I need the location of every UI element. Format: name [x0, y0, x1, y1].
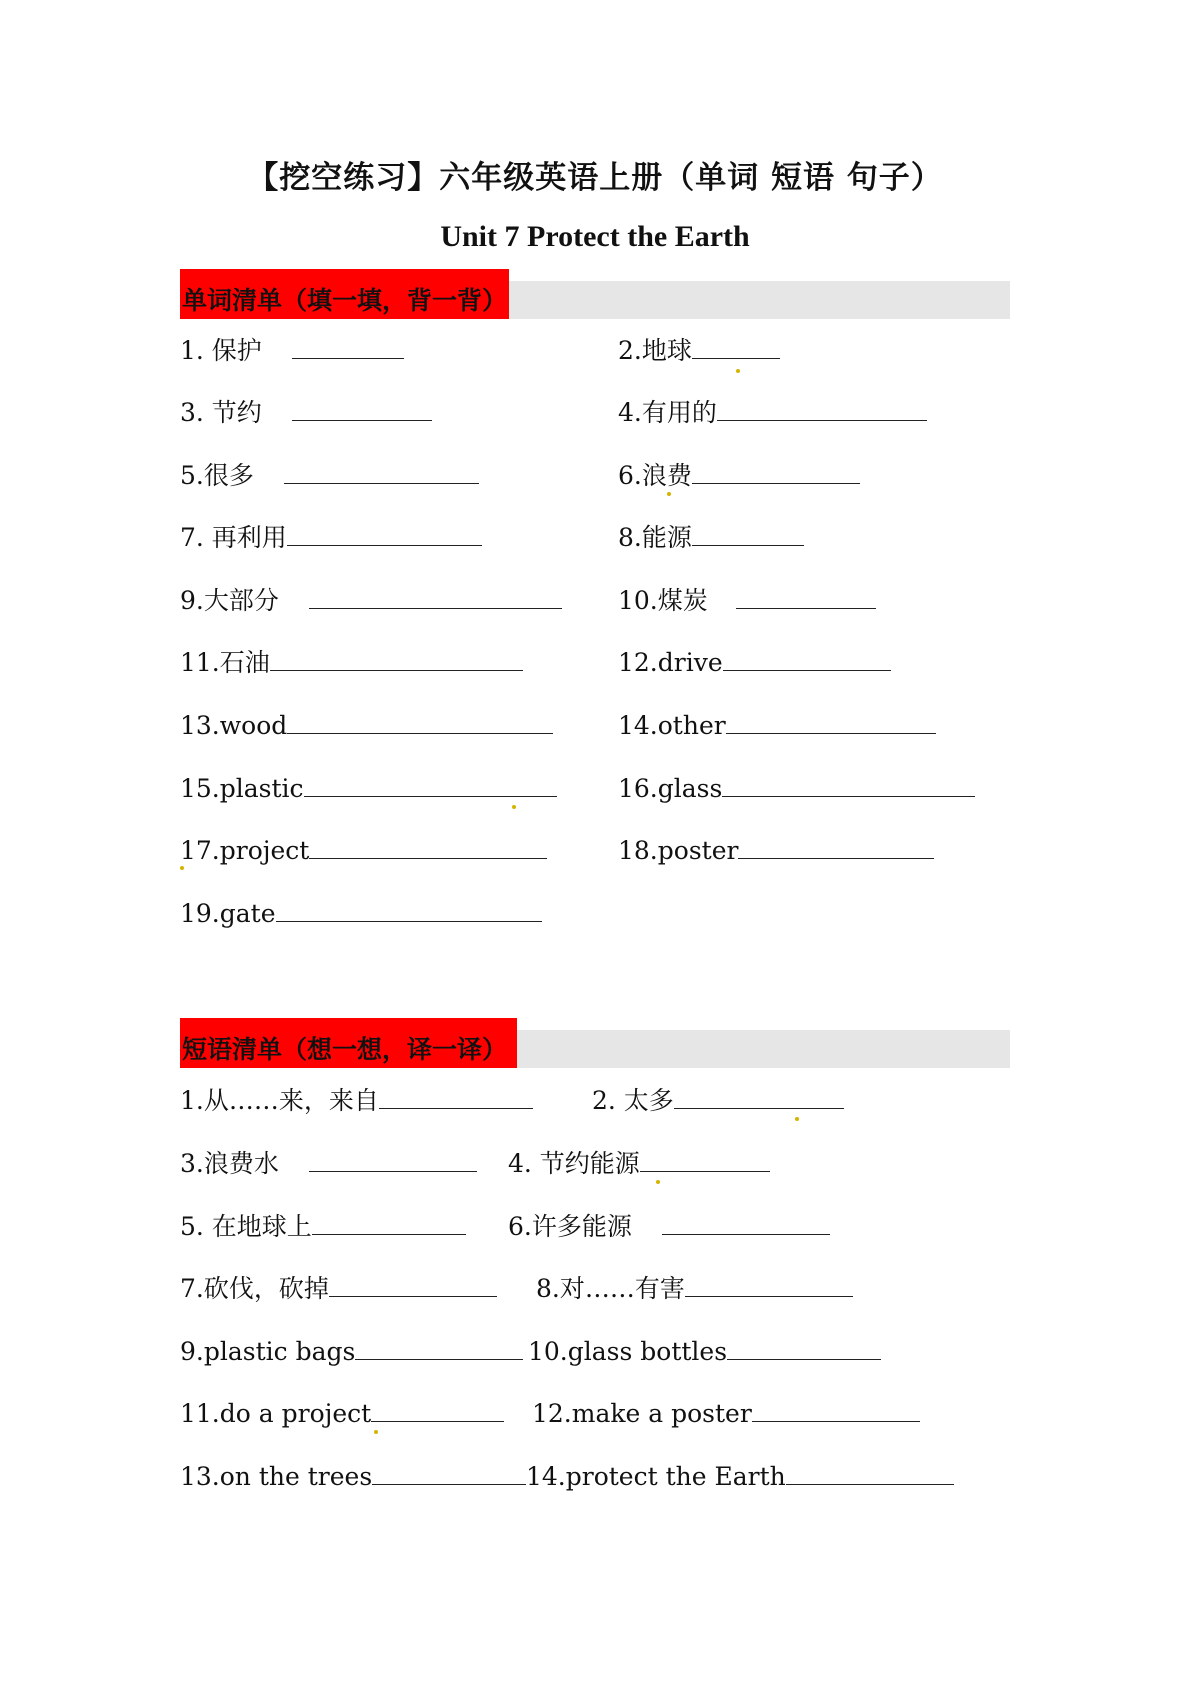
answer-blank[interactable]	[309, 832, 547, 859]
answer-blank[interactable]	[674, 1082, 844, 1109]
phrase-item-label: 1.从……来，来自	[180, 1086, 379, 1115]
word-item	[618, 332, 780, 366]
answer-blank[interactable]	[304, 770, 557, 797]
word-item	[618, 394, 927, 428]
word-item-label: 2.地球	[618, 336, 692, 365]
word-item	[180, 332, 404, 366]
phrase-item	[180, 1270, 497, 1304]
phrase-item-label: 7.砍伐，砍掉	[180, 1274, 329, 1303]
word-item-label: 1. 保护	[180, 336, 262, 365]
answer-blank[interactable]	[309, 582, 562, 609]
phrase-item	[526, 1458, 954, 1492]
answer-blank[interactable]	[717, 394, 927, 421]
speck	[667, 492, 671, 496]
phrase-item	[528, 1333, 881, 1367]
phrases-section-label: 短语清单（想一想，译一译）	[180, 1018, 517, 1068]
speck	[374, 1430, 378, 1434]
answer-blank[interactable]	[292, 394, 432, 421]
word-item-label: 18.poster	[618, 836, 739, 865]
phrase-item-label: 8.对……有害	[536, 1274, 685, 1303]
answer-blank[interactable]	[284, 457, 479, 484]
answer-blank[interactable]	[786, 1458, 954, 1485]
phrase-item	[180, 1208, 466, 1242]
speck	[180, 866, 184, 870]
phrase-item-label: 12.make a poster	[532, 1399, 752, 1428]
phrase-item-label: 11.do a project	[180, 1399, 372, 1428]
word-item-label: 11.石油	[180, 648, 270, 677]
answer-blank[interactable]	[312, 1208, 466, 1235]
word-item	[618, 707, 936, 741]
phrase-item-label: 5. 在地球上	[180, 1212, 312, 1241]
phrase-item-label: 4. 节约能源	[508, 1149, 640, 1178]
phrase-item-label: 2. 太多	[592, 1086, 674, 1115]
phrase-item-label: 10.glass bottles	[528, 1337, 728, 1366]
answer-blank[interactable]	[662, 1208, 830, 1235]
phrase-item-label: 13.on the trees	[180, 1462, 373, 1491]
phrase-item	[592, 1082, 844, 1116]
word-item-label: 5.很多	[180, 461, 254, 490]
word-item	[618, 832, 934, 866]
answer-blank[interactable]	[372, 1458, 526, 1485]
answer-blank[interactable]	[752, 1395, 920, 1422]
phrase-item	[532, 1395, 920, 1429]
phrase-item	[180, 1395, 504, 1429]
word-item	[618, 457, 860, 491]
speck	[512, 805, 516, 809]
word-item-label: 4.有用的	[618, 398, 717, 427]
word-item	[618, 519, 804, 553]
word-item	[180, 519, 482, 553]
phrase-item	[180, 1333, 523, 1367]
page-title: 【挖空练习】六年级英语上册（单词 短语 句子）	[247, 160, 943, 196]
answer-blank[interactable]	[736, 582, 876, 609]
word-item-label: 19.gate	[180, 899, 276, 928]
phrase-item	[536, 1270, 853, 1304]
word-item	[180, 770, 557, 804]
answer-blank[interactable]	[722, 770, 975, 797]
phrase-item	[180, 1082, 533, 1116]
answer-blank[interactable]	[726, 707, 936, 734]
speck	[736, 369, 740, 373]
answer-blank[interactable]	[292, 332, 404, 359]
answer-blank[interactable]	[379, 1082, 533, 1109]
word-item-label: 17.project	[180, 836, 310, 865]
word-item-label: 8.能源	[618, 523, 692, 552]
word-item-label: 6.浪费	[618, 461, 692, 490]
answer-blank[interactable]	[276, 895, 542, 922]
answer-blank[interactable]	[727, 1333, 881, 1360]
word-item-label: 16.glass	[618, 774, 723, 803]
phrase-item-label: 3.浪费水	[180, 1149, 279, 1178]
speck	[656, 1180, 660, 1184]
word-item-label: 9.大部分	[180, 586, 279, 615]
answer-blank[interactable]	[309, 1145, 477, 1172]
word-item	[180, 707, 553, 741]
phrases-section-bar	[180, 1030, 1010, 1068]
answer-blank[interactable]	[287, 707, 553, 734]
word-item-label: 3. 节约	[180, 398, 262, 427]
phrase-item-label: 14.protect the Earth	[526, 1462, 786, 1491]
word-item	[180, 832, 547, 866]
word-item-label: 7. 再利用	[180, 523, 287, 552]
phrase-item-label: 9.plastic bags	[180, 1337, 356, 1366]
answer-blank[interactable]	[692, 457, 860, 484]
phrase-item	[180, 1458, 526, 1492]
answer-blank[interactable]	[287, 519, 482, 546]
word-item	[180, 582, 562, 616]
phrase-item	[508, 1208, 830, 1242]
answer-blank[interactable]	[270, 644, 523, 671]
speck	[795, 1117, 799, 1121]
answer-blank[interactable]	[329, 1270, 497, 1297]
answer-blank[interactable]	[640, 1145, 770, 1172]
answer-blank[interactable]	[355, 1333, 523, 1360]
word-item	[618, 644, 891, 678]
word-item-label: 12.drive	[618, 648, 723, 677]
word-item	[618, 770, 975, 804]
answer-blank[interactable]	[685, 1270, 853, 1297]
answer-blank[interactable]	[692, 519, 804, 546]
word-item-label: 14.other	[618, 711, 726, 740]
words-section-label: 单词清单（填一填，背一背）	[180, 269, 509, 319]
word-item	[618, 582, 876, 616]
answer-blank[interactable]	[692, 332, 780, 359]
word-item	[180, 895, 542, 929]
phrase-item	[180, 1145, 477, 1179]
word-item-label: 13.wood	[180, 711, 288, 740]
unit-title: Unit 7 Protect the Earth	[440, 220, 750, 253]
word-item	[180, 644, 523, 678]
word-item	[180, 457, 479, 491]
answer-blank[interactable]	[371, 1395, 504, 1422]
words-section-bar	[180, 281, 1010, 319]
phrase-item	[508, 1145, 770, 1179]
answer-blank[interactable]	[738, 832, 934, 859]
phrase-item-label: 6.许多能源	[508, 1212, 632, 1241]
word-item-label: 10.煤炭	[618, 586, 708, 615]
answer-blank[interactable]	[723, 644, 891, 671]
word-item-label: 15.plastic	[180, 774, 304, 803]
word-item	[180, 394, 432, 428]
